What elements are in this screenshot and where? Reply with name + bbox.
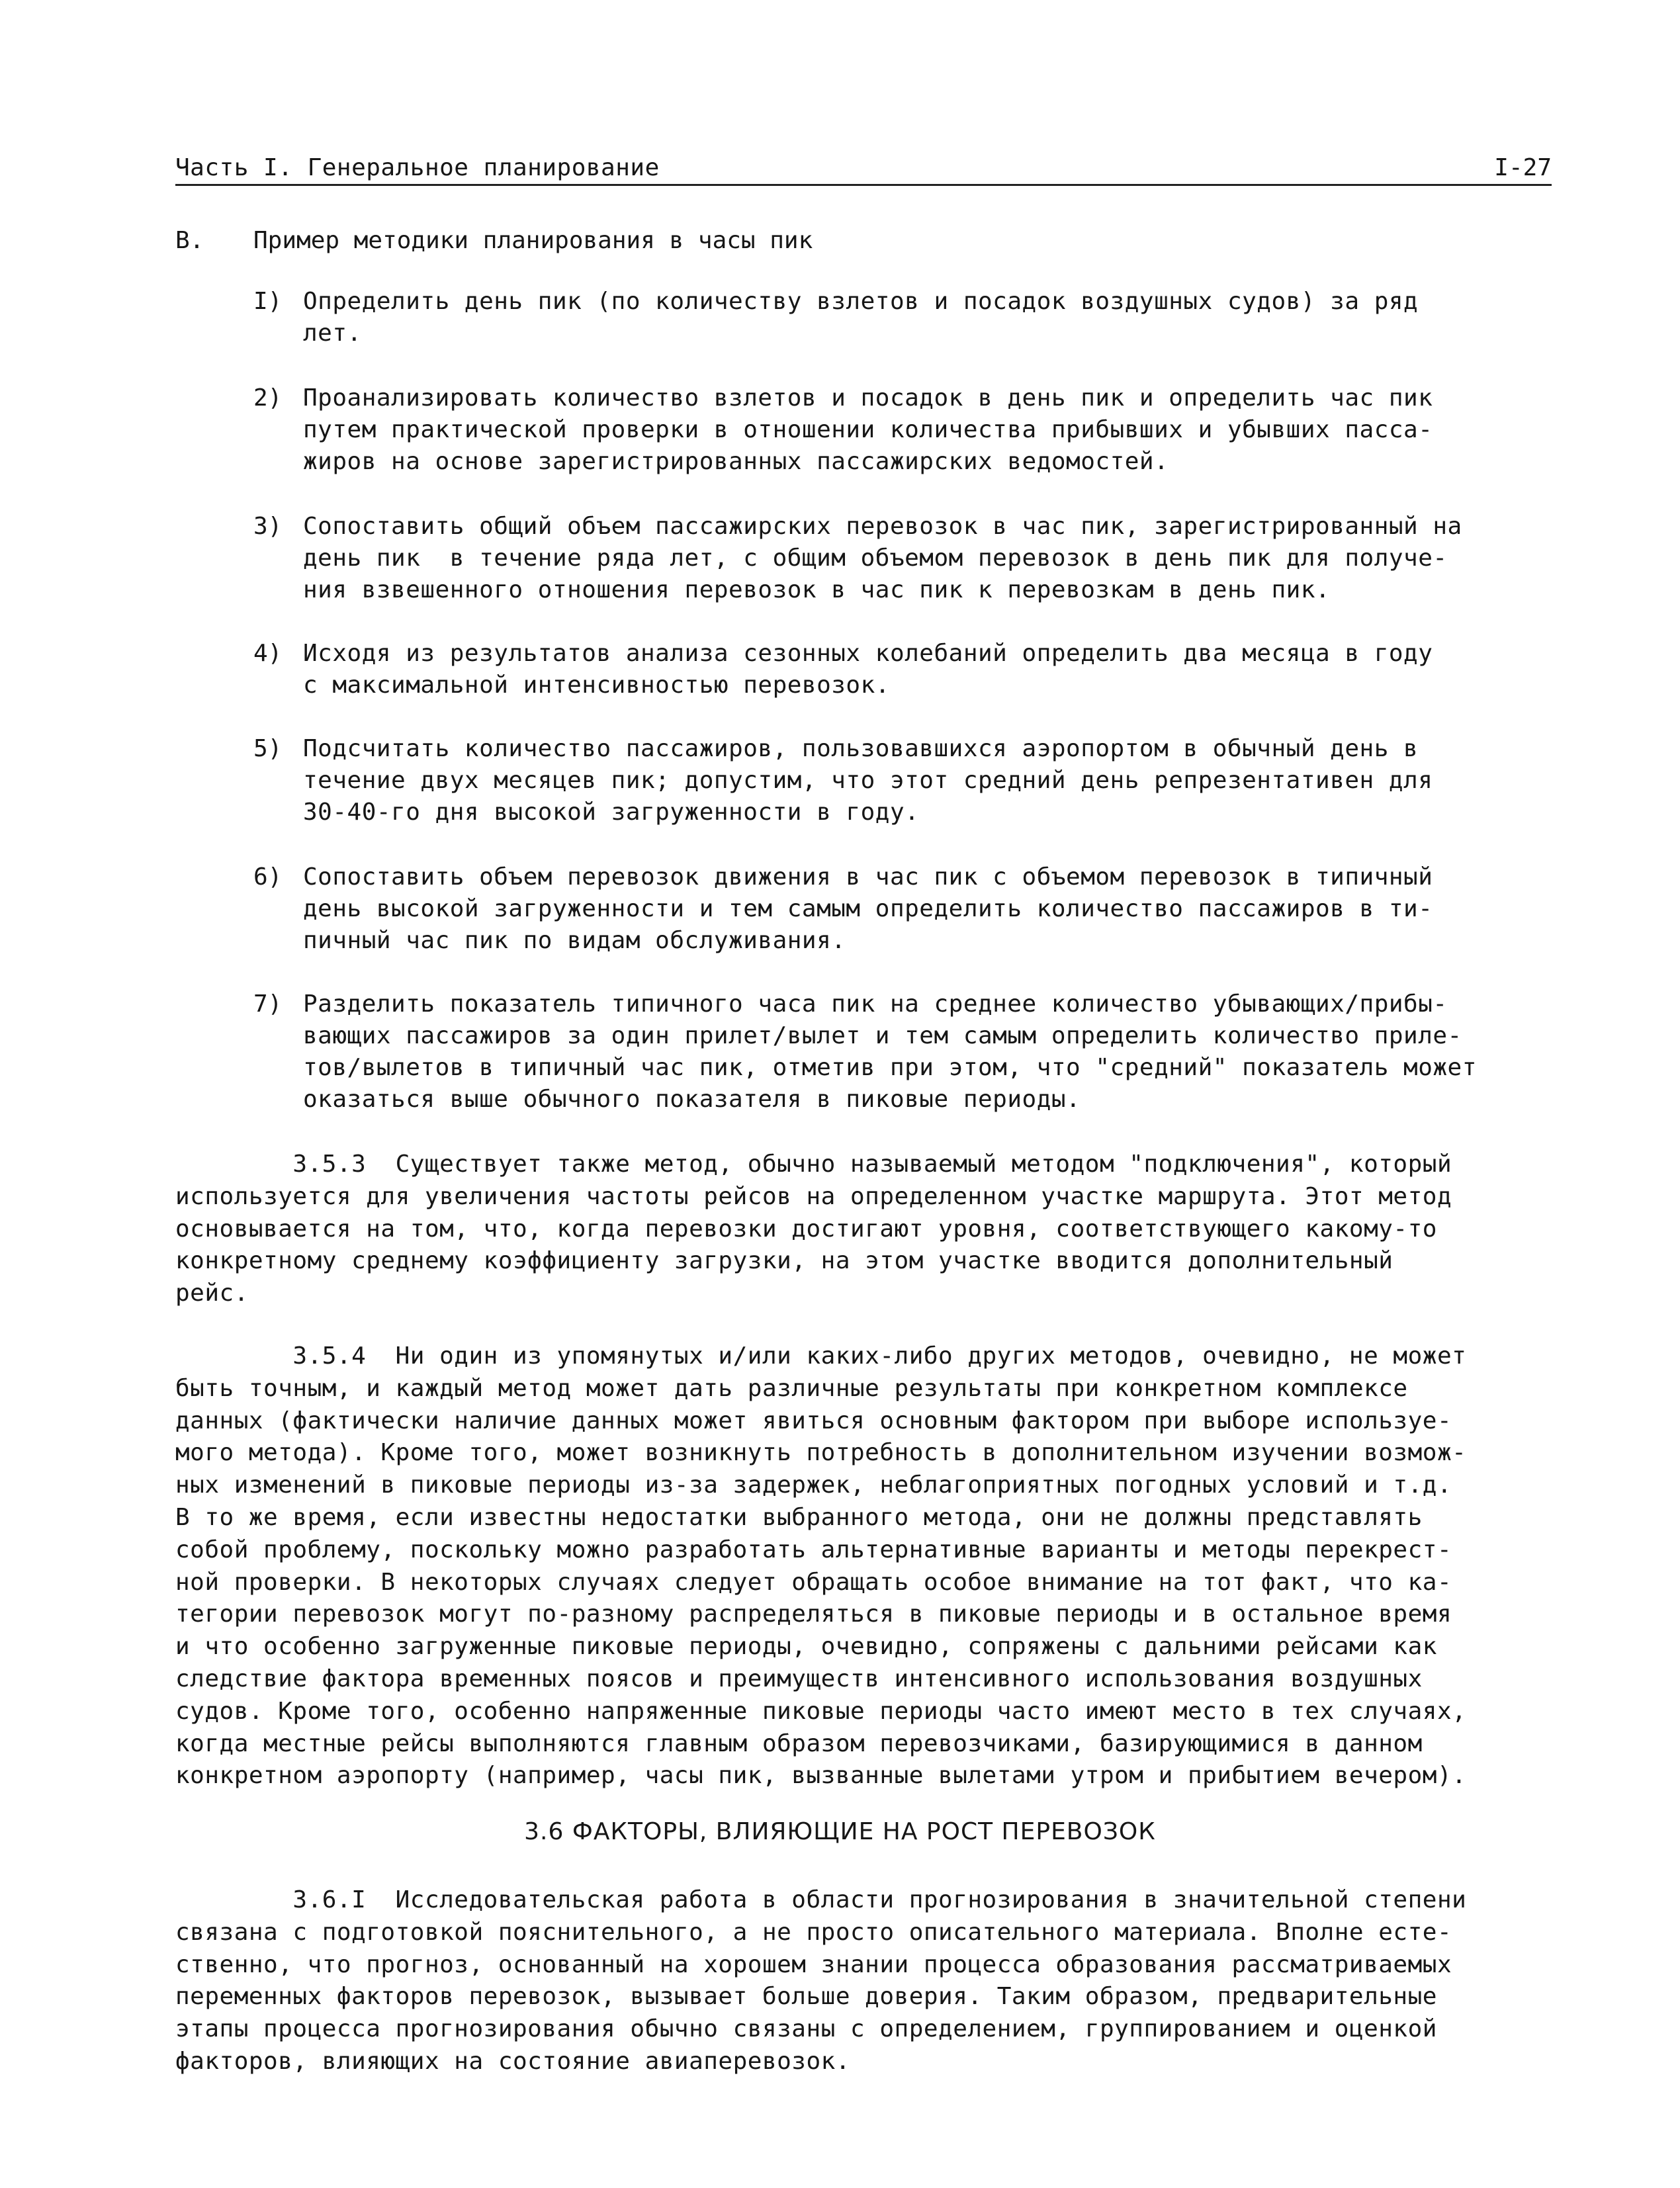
page-header: [175, 150, 1552, 186]
list-item-text: Сопоставить общий объем пассажирских перевозок в час пик, зарегистрированный на день пик в течение ряда лет, с общим объемом перевозок в день пик для получе- ния взвешенного отношения перевозок в час пик к перевозкам в день пик.: [303, 513, 1462, 603]
list-item-text: Проанализировать количество взлетов и посадок в день пик и определить час пик путем практической проверки в отношении количества прибывших и убывших пасса- жиров на основе зарегистрированных пассажирских ведомостей.: [303, 384, 1433, 475]
section-letter: B.: [175, 227, 204, 254]
header-title: Часть I. Генеральное планирование: [175, 154, 660, 181]
list-item-number: 2): [253, 384, 283, 412]
list-item-text: Исходя из результатов анализа сезонных колебаний определить два месяца в году с максимальной интенсивностью перевозок.: [303, 640, 1433, 699]
list-item-text: Определить день пик (по количеству взлетов и посадок воздушных судов) за ряд лет.: [303, 288, 1419, 347]
paragraph-3-6-1: 3.6.I Исследовательская работа в области прогнозирования в значительной степени связана с подготовкой пояснительного, а не просто описательного материала. Вполне есте- ственно, что прогноз, основанный на хорошем знании процесса образования рассматриваемых переменных факторов перевозок, вызывает больше доверия. Таким образом, предварительные этапы процесса прогнозирования обычно связаны с определением, группированием и оценкой факторов, влияющих на состояние авиаперевозок.: [175, 1886, 1467, 2075]
page-number: I-27: [1494, 154, 1552, 181]
section-heading-3-6: 3.6 ФАКТОРЫ, ВЛИЯЮЩИЕ НА РОСТ ПЕРЕВОЗОК: [524, 1818, 1156, 1845]
list-item-number: 4): [253, 640, 283, 667]
list-item-number: 7): [253, 990, 283, 1018]
list-item-number: 6): [253, 863, 283, 891]
list-item-number: 3): [253, 513, 283, 540]
section-title: Пример методики планирования в часы пик: [253, 227, 813, 254]
paragraph-3-5-4: 3.5.4 Ни один из упомянутых и/или каких-либо других методов, очевидно, не может быть точным, и каждый метод может дать различные результаты при конкретном комплексе данных (фактически наличие данных может явиться основным фактором при выборе используе- мого метода). Кроме того, может возникнуть потребность в дополнительном изучении возмож- ных изменений в пиковые периоды из-за задержек, неблагоприятных погодных условий и т.д. В то же время, если известны недостатки выбранного метода, они не должны представлять собой проблему, поскольку можно разработать альтернативные варианты и методы перекрест- ной проверки. В некоторых случаях следует обращать особое внимание на тот факт, что ка- тегории перевозок могут по-разному распределяться в пиковые периоды и в остальное время и что особенно загруженные пиковые периоды, очевидно, сопряжены с дальними рейсами как следствие фактора временных поясов и преимуществ интенсивного использования воздушных судов. Кроме того, особенно напряженные пиковые периоды часто имеют место в тех случаях, когда местные рейсы выполняются главным образом перевозчиками, базирующимися в данном конкретном аэропорту (например, часы пик, вызванные вылетами утром и прибытием вечером).: [175, 1342, 1467, 1790]
list-item-text: Сопоставить объем перевозок движения в час пик с объемом перевозок в типичный день высокой загруженности и тем самым определить количество пассажиров в ти- пичный час пик по видам обслуживания.: [303, 863, 1433, 954]
paragraph-3-5-3: 3.5.3 Существует также метод, обычно называемый методом "подключения", который используется для увеличения частоты рейсов на определенном участке маршрута. Этот метод основывается на том, что, когда перевозки достигают уровня, соответствующего какому-то конкретному среднему коэффициенту загрузки, на этом участке вводится дополнительный рейс.: [175, 1151, 1452, 1307]
list-item-number: 5): [253, 735, 283, 762]
list-item-text: Подсчитать количество пассажиров, пользовавшихся аэропортом в обычный день в течение двух месяцев пик; допустим, что этот средний день репрезентативен для 30-40-го дня высокой загруженности в году.: [303, 735, 1433, 826]
list-item-text: Разделить показатель типичного часа пик на среднее количество убывающих/прибы- вающих пассажиров за один прилет/вылет и тем самым определить количество приле- тов/вылетов в типичный час пик, отметив при этом, что "средний" показатель может оказаться выше обычного показателя в пиковые периоды.: [303, 990, 1477, 1113]
list-item-number: I): [253, 288, 283, 315]
